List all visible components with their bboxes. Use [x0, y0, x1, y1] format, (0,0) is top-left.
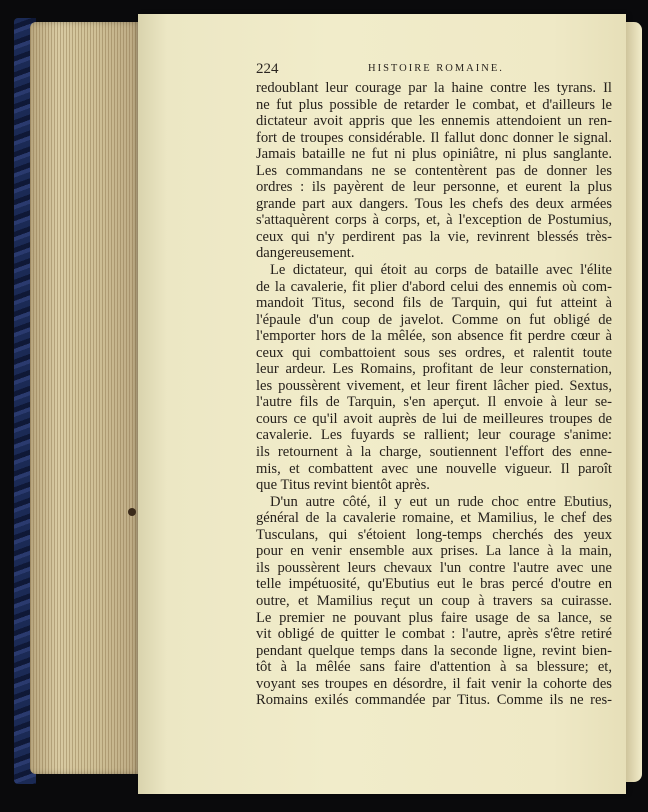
text-line: telle impétuosité, qu'Ebutius eut le bras percé d'outre en	[256, 576, 612, 593]
text-line: outre, et Mamilius reçut un coup à travers sa cuirasse.	[256, 592, 612, 609]
text-line: général de la cavalerie romaine, et Mamilius, le chef des	[256, 510, 612, 527]
page-header	[256, 61, 616, 77]
text-line: s'attaquèrent corps à corps, et, à l'exception de Postumius,	[256, 212, 612, 229]
text-line: Tusculans, qui s'étoient long-temps cherchés des yeux	[256, 526, 612, 543]
text-line: que Titus revint bientôt après.	[256, 477, 430, 494]
text-line: ordres : ils payèrent de leur personne, et eurent la plus	[256, 179, 612, 196]
text-line: de la cavalerie, fit plier d'abord celui des ennemis où com-	[256, 278, 612, 295]
text-line: l'emporter hors de la mêlée, son absence fit perdre cœur à	[256, 328, 612, 345]
text-line: fort de troupes considérable. Il fallut donc donner le signal.	[256, 129, 612, 146]
text-line: Le dictateur, qui étoit au corps de bataille avec l'élite	[270, 262, 612, 279]
text-line: mandoit Titus, second fils de Tarquin, qui fut atteint à	[256, 295, 612, 312]
text-line: l'épaule d'un coup de javelot. Comme on fut obligé de	[256, 311, 612, 328]
text-line: Romains exilés commandée par Titus. Comme ils ne res-	[256, 692, 612, 709]
running-title: HISTOIRE ROMAINE.	[368, 63, 504, 74]
facing-page-edge	[626, 22, 642, 782]
text-line: mis, et combattent avec une nouvelle vigueur. Il paroît	[256, 460, 612, 477]
text-line: pour en venir ensemble aux prises. La lance à la main,	[256, 543, 612, 560]
text-line: D'un autre côté, il y eut un rude choc entre Ebutius,	[270, 493, 612, 510]
body-text	[256, 80, 612, 709]
text-line: Les commandans ne se contentèrent pas de donner les	[256, 162, 612, 179]
text-line: tôt à la mêlée sans faire d'attention à sa blessure; et,	[256, 659, 612, 676]
text-line: ils retournent à la charge, soutiennent l'effort des enne-	[256, 444, 612, 461]
text-line: voyant ses troupes en désordre, il fait venir la cohorte des	[256, 675, 612, 692]
text-line: ceux qui combattoient sous ses ordres, et ralentit toute	[256, 344, 612, 361]
text-line: cours ce qu'il avoit auprès de lui de meilleures troupes de	[256, 410, 612, 427]
text-line: dangereusement.	[256, 245, 355, 262]
text-line: pendant quelque temps dans la seconde ligne, revint bien-	[256, 642, 612, 659]
ink-spot	[128, 508, 136, 516]
text-line: ils poussèrent leurs chevaux l'un contre l'autre avec une	[256, 559, 612, 576]
text-line: ne fut plus possible de retarder le combat, et d'ailleurs le	[256, 96, 612, 113]
text-line: ceux qui n'y perdirent pas la vie, revinrent blessés très-	[256, 228, 612, 245]
text-line: les poussèrent vivement, et leur firent lâcher pied. Sextus,	[256, 377, 612, 394]
text-line: Le premier ne pouvant plus faire usage de sa lance, se	[256, 609, 612, 626]
text-line: grande part aux dangers. Tous les chefs des deux armées	[256, 195, 612, 212]
text-line: cavalerie. Les fuyards se rallient; leur courage s'anime:	[256, 427, 612, 444]
page-edges	[30, 22, 140, 774]
text-line: Jamais bataille ne fut ni plus opiniâtre, ni plus sanglante.	[256, 146, 612, 163]
text-line: leur ardeur. Les Romains, profitant de leur consternation,	[256, 361, 612, 378]
text-line: l'autre fils de Tarquin, s'en aperçut. Il envoie à leur se-	[256, 394, 612, 411]
text-line: redoublant leur courage par la haine contre les tyrans. Il	[256, 80, 612, 96]
text-line: dictateur avoit appris que les ennemis attendoient un ren-	[256, 113, 612, 130]
text-line: vit obligé de quitter le combat : l'autre, après s'être retiré	[256, 626, 612, 643]
page-number: 224	[256, 61, 279, 77]
